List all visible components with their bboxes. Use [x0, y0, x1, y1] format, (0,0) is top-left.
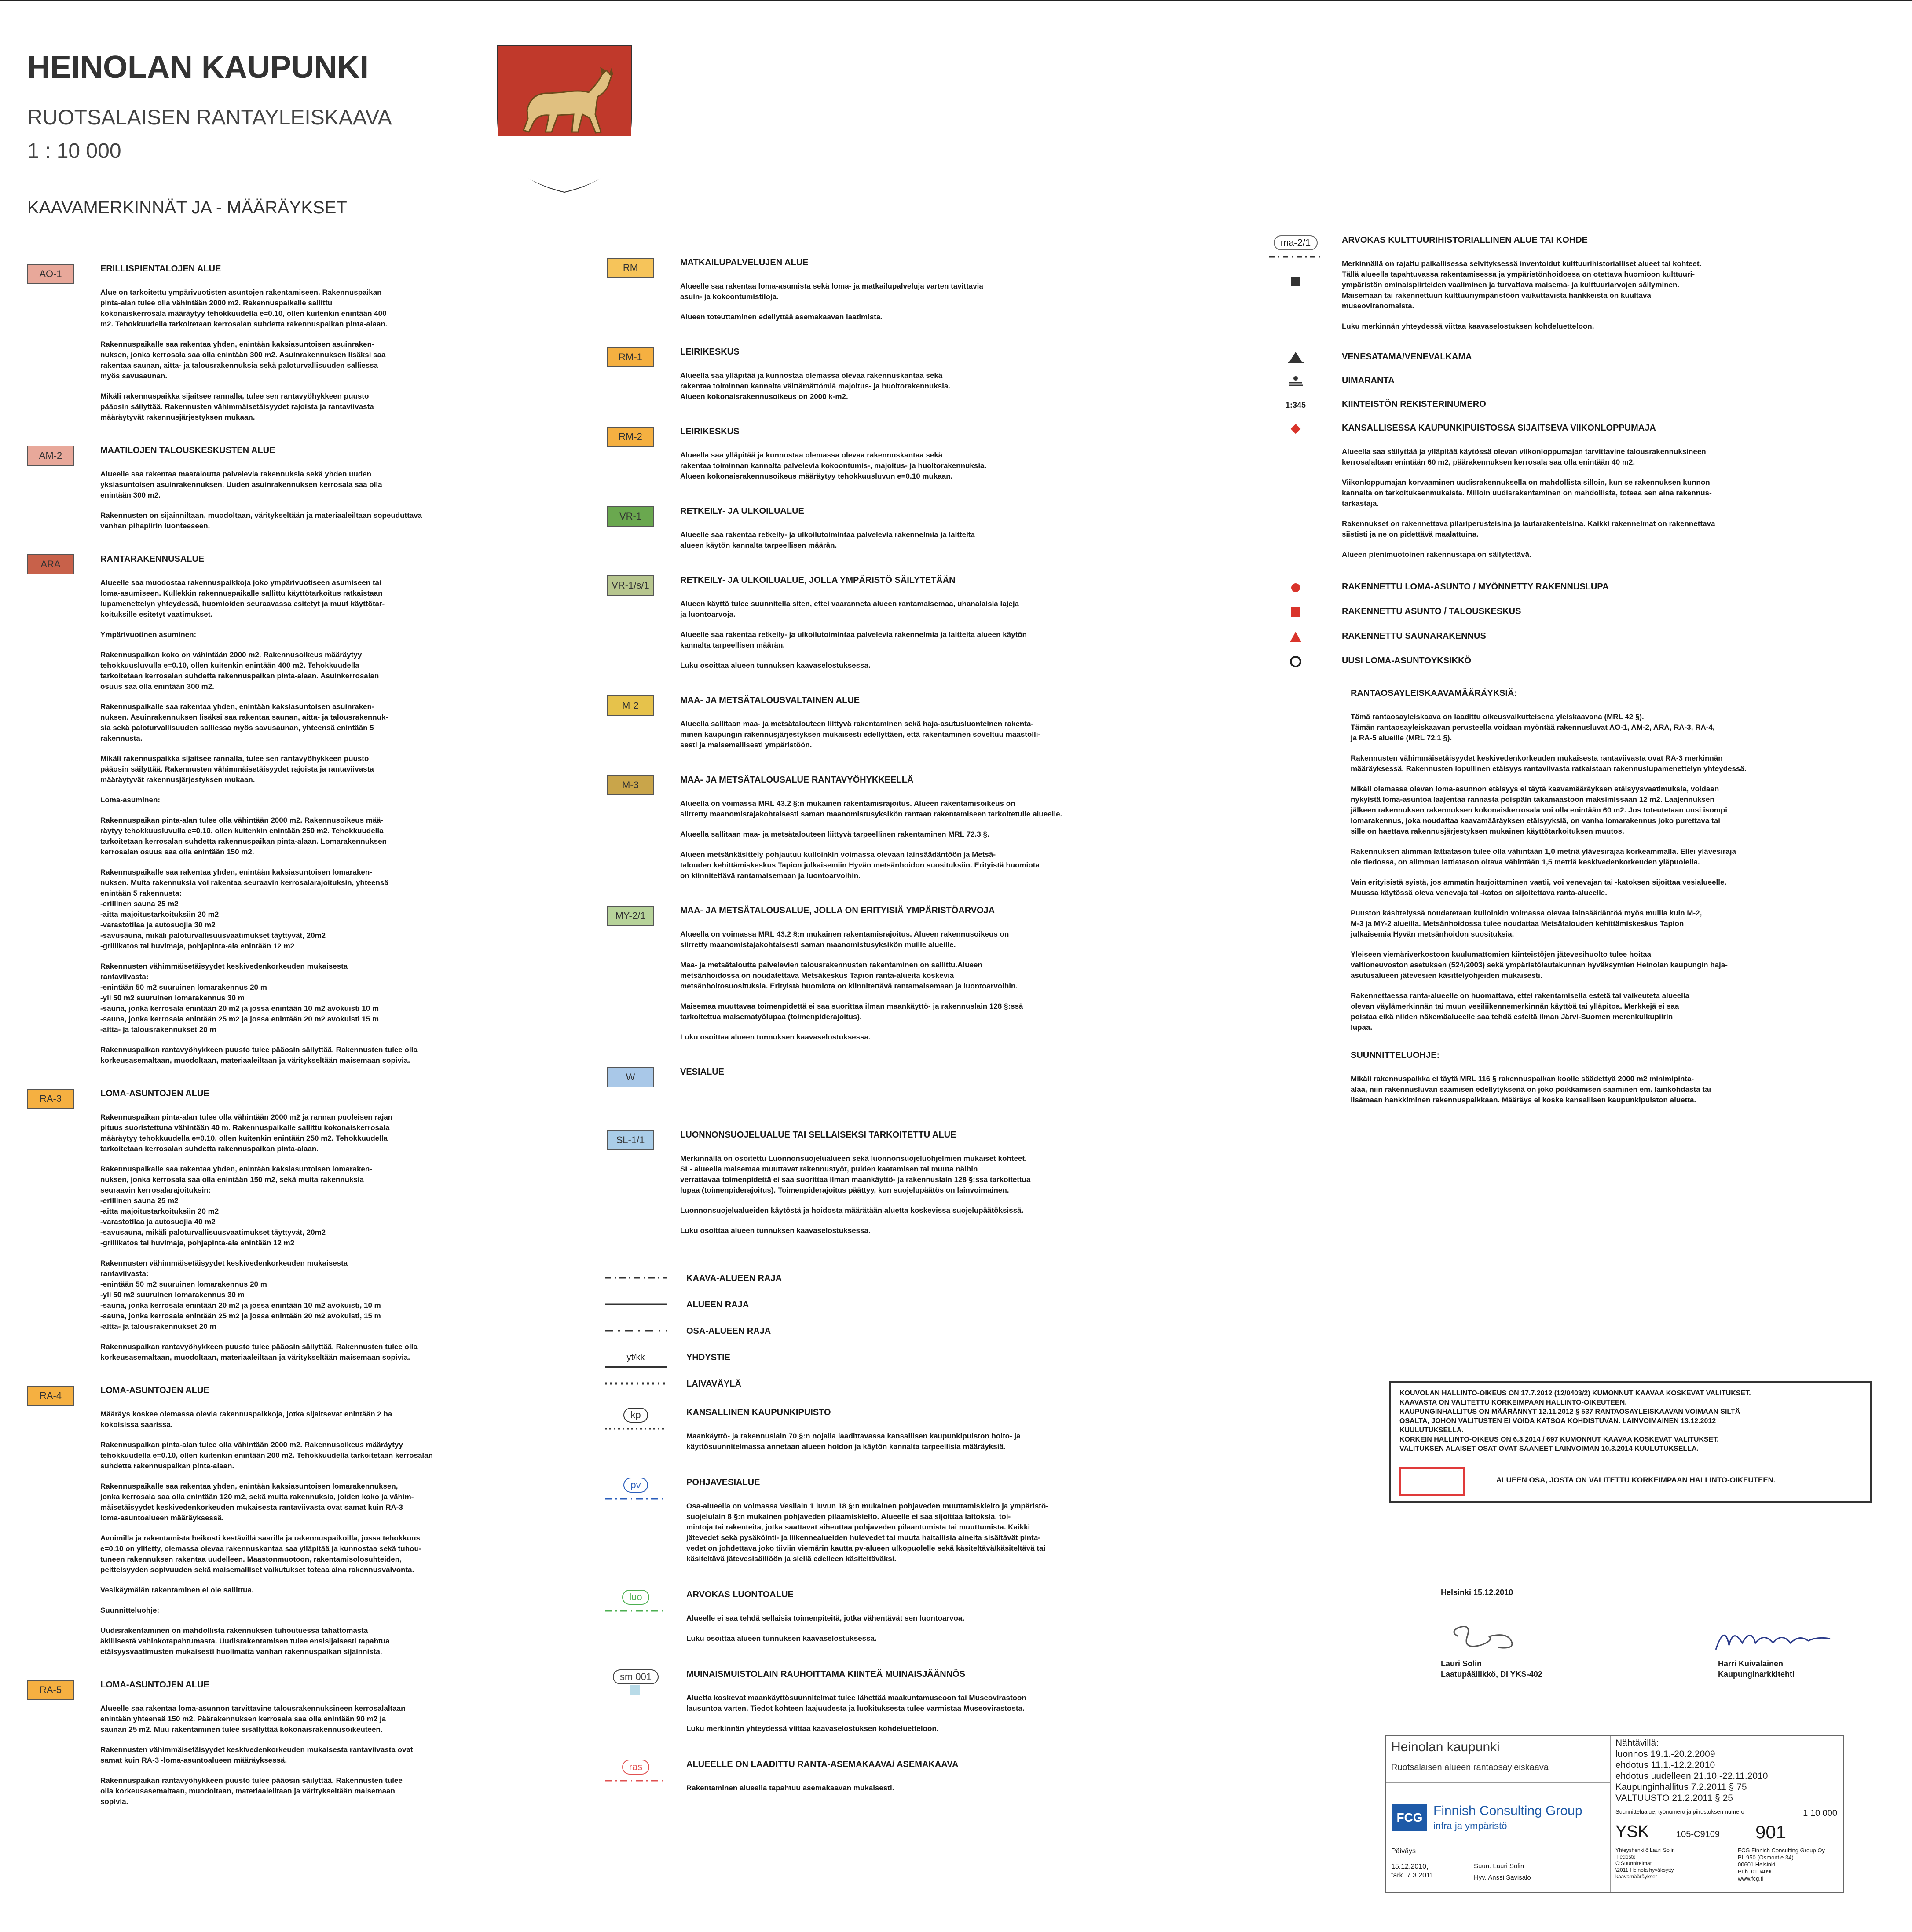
- red-dot-icon: [1291, 583, 1300, 592]
- col2-entry: [607, 1067, 1131, 1090]
- zone-paragraph: Maa- ja metsätaloutta palvelevien talousrakennusten rakentaminen on sallittu.Alueen metsänhoidossa on noudatettava Metsäkeskus Tapion ranta-alueita koskevia metsänhoitosuosituksia. Erityistä huomiota on kiinnitettävä rantamaisemaan ja luontoarvoihin.: [680, 961, 1018, 990]
- title-block: [1385, 1735, 1844, 1893]
- sig2-name: Harri Kuivalainen: [1718, 1659, 1784, 1668]
- plan-scale: 1 : 10 000: [27, 139, 121, 163]
- zone-paragraph: Rakennuspaikalle saa rakentaa yhden, enintään kaksiasuntoisen asuinraken- nuksen. Asuinrakennuksen lisäksi saa rakentaa saunan, aitta- ja talousrakennuk- sia sekä paloturvallisuuden salliessa myös savusaunan, yhteensä enintään 5 rakennusta.: [100, 703, 388, 743]
- symbol-line-icon: [603, 1775, 669, 1786]
- col1-entry: [27, 554, 582, 1076]
- zone-paragraph: Rakennuspaikan koko on vähintään 2000 m2. Rakennusoikeus määräytyy tehokkuusluvulla e=0.10, ollen kuitenkin enintään 400 m2. Tehokkuudella tarkoitetaan kerrosalan suhdetta rakennuspaikan pinta-alaan. Asuinkerrosalan osuus saa olla enintään 300 m2.: [100, 651, 379, 691]
- zone-paragraph: Rakennuspaikan pinta-alan tulee olla vähintään 2000 m2 ja rannan puoleisen rajan pituus suoristettuna vähintään 40 m. Rakennuspaikalle sallittu kokonaiskerrosala määräytyy tehokkuudella e=0.10, ollen kuitenkin enintään 250 m2. Tehokkuudella tarkoitetaan kerrosalan suhdetta rakennuspaikan pinta-alaan.: [100, 1113, 393, 1153]
- general-title: RANTAOSAYLEISKAAVAMÄÄRÄYKSIÄ:: [1351, 688, 1517, 698]
- zone-paragraph: Alueen käyttö tulee suunnitella siten, ettei vaaranneta alueen rantamaisemaa, uhanalaisia lajeja ja luontoarvoja.: [680, 600, 1019, 618]
- zone-paragraph: Rakennuspaikan rantavyöhykkeen puusto tulee pääosin säilyttää. Rakennusten tulee olla korkeusasemaltaan, muodoltaan, materiaaleiltaan ja väritykseltään maisemaan sopivia.: [100, 1343, 418, 1361]
- line-legend-row: [603, 1379, 1131, 1405]
- zone-title: LOMA-ASUNTOJEN ALUE: [100, 1386, 209, 1395]
- zone-paragraph: Rakennuspaikan rantavyöhykkeen puusto tulee pääosin säilyttää. Rakennusten tulee olla korkeusasemaltaan, muodoltaan, materiaaleiltaan ja väritykseltään maisemaan sopivia.: [100, 1776, 403, 1806]
- col2-entry: [607, 906, 1131, 1052]
- guide-para: Mikäli rakennuspaikka ei täytä MRL 116 § rakennuspaikan koolle säädettyä 2000 m2 minimipinta- alaa, niin rakennusluvan saamisen edellytyksenä on joko poikkamisen saaminen em. lainkohdasta tai lisämaan hankkiminen rakennuspaikkaan. Määräys ei koske kansallisen kaupunkipuiston aluetta.: [1351, 1075, 1711, 1104]
- cottage-para: Viikonloppumajan korvaaminen uudisrakennuksella on mahdollista silloin, kun se rakennuksen kunnon kannalta on tarkoituksenmukaista. Milloin uudisrakentaminen on mahdollista, toteaa sen aina rakennus- tarkastaja.: [1342, 478, 1712, 508]
- zone-code-badge: AM-2: [27, 446, 74, 466]
- zone-paragraph: Alueella sallitaan maa- ja metsätalouteen liittyvä rakentaminen sekä haja-asutusluonteinen rakenta- minen kaupungin rakennusjärjestyksen mukaisesti edellyttäen, että rakentaminen soveltuu maastolli- sesti ja maisemallisesti ympäristöön.: [680, 720, 1041, 749]
- zone-paragraph: Alueella on voimassa MRL 43.2 §:n mukainen rakentamisrajoitus. Alueen rakennusoikeus on siirretty maanomistajakohtaisesti saman maanomistusyksikön muille alueille.: [680, 930, 1009, 949]
- zone-paragraph: Rakennuspaikan pinta-alan tulee olla vähintään 2000 m2. Rakennusoikeus määräytyy tehokkuudella e=0.10, ollen kuitenkin enintään 200 m2. Tehokkuudella tarkoitetaan kerrosalan suhdetta rakennuspaikan pinta-alaan.: [100, 1441, 433, 1470]
- tb-work-no: 105-C9109: [1676, 1830, 1720, 1839]
- symbol-code-badge: sm 001: [613, 1669, 659, 1684]
- zone-paragraph: Alueelle saa muodostaa rakennuspaikkoja joko ympärivuotiseen asumiseen tai loma-asumiseen. Kullekkin rakennuspaikalle sallittu käyttötarkoitus ratkaistaan lupamenettelyn yhteydessä, huomioiden seuraavassa esitetyt ja muut käyttötar- koituksille esitetyt vaatimukset.: [100, 578, 385, 618]
- parcel-code: 1:345: [1285, 400, 1306, 410]
- plan-subtitle: RUOTSALAISEN RANTAYLEISKAAVA: [27, 106, 392, 129]
- zone-code-badge: AO-1: [27, 264, 74, 284]
- tb-plan: Ruotsalaisen alueen rantaosayleiskaava: [1391, 1763, 1549, 1772]
- zone-title: RETKEILY- JA ULKOILUALUE: [680, 506, 804, 516]
- zone-title: VESIALUE: [680, 1067, 725, 1077]
- line-legend: [603, 1273, 1131, 1405]
- signature-solin-icon: [1445, 1619, 1542, 1658]
- ma-code-badge: ma-2/1: [1274, 235, 1318, 250]
- zone-paragraph: Alueelle saa rakentaa retkeily- ja ulkoilutoimintaa palvelevia rakennelmia ja laitteita alueen käytön kannalta tarpeellisen määrän.: [680, 531, 975, 549]
- zone-title: MAA- JA METSÄTALOUSVALTAINEN ALUE: [680, 695, 860, 705]
- beach-label: UIMARANTA: [1342, 376, 1395, 385]
- col2-entry: [607, 575, 1131, 681]
- tb-company-sub: infra ja ympäristö: [1433, 1820, 1507, 1831]
- symbol-paragraph: Osa-alueella on voimassa Vesilain 1 luvun 18 §:n mukainen pohjaveden muuttamiskielto ja ympäristö- suojelulain 8 §:n mukainen pohjaveden pilaamiskielto. Alueelle ei saa sijoittaa laitoksia, toi- mintoja tai rakenteita, jotka saattavat aiheuttaa pohjaveden pilaantumista tai muuttumista. Kaikki jätevedet sekä pysäköinti- ja liikennealueiden hulevedet tai muuta haitallisia aineita sisältävät pinta- vedet on johdettava joko tiiviin viemärin kautta pv-alueen ulkopuolelle sekä käsiteltävä/käsiteltävä tai käsiteltävä jätevesisäiliöön ja siellä edelleen käsiteltäväksi.: [686, 1502, 1048, 1563]
- zone-paragraph: Maisemaa muuttavaa toimenpidettä ei saa suorittaa ilman maankäyttö- ja rakennuslain 128 §:ssä tarkoitettua maisematyölupaa (toimenpiderajoitus).: [680, 1002, 1023, 1021]
- general-para: Puuston käsittelyssä noudatetaan kulloinkin voimassa olevaa lainsäädäntöä myös muilla kuin M-2, M-3 ja MY-2 alueilla. Metsänhoidossa tulee noudattaa Metsätalouden kehittämiskeskus Tapion julkaisemia Hyvän metsänhoidon suosituksia.: [1351, 909, 1702, 938]
- zone-title: LOMA-ASUNTOJEN ALUE: [100, 1680, 209, 1690]
- tb-paivays-label: Päiväys: [1391, 1848, 1416, 1855]
- symbol-paragraph: Luku merkinnän yhteydessä viittaa kaavaselostuksen kohdeluetteloon.: [686, 1724, 939, 1733]
- zone-paragraph: Luku osoittaa alueen tunnuksen kaavaselostuksessa.: [680, 1226, 871, 1235]
- zone-paragraph: Vesikäymälän rakentaminen ei ole sallittua.: [100, 1586, 254, 1594]
- zone-paragraph: Alueella on voimassa MRL 43.2 §:n mukainen rakentamisrajoitus. Alueen rakentamisoikeus on siirretty maanomistajakohtaisesti saman maanomistusyksikön rantaan rakentamiseen tarkoitetulle alueelle.: [680, 799, 1062, 818]
- zone-paragraph: Suunnitteluohje:: [100, 1606, 160, 1614]
- appeal-legend: ALUEEN OSA, JOSTA ON VALITETTU KORKEIMPAAN HALLINTO-OIKEUTEEN.: [1496, 1476, 1776, 1484]
- cottage-para: Alueen pienimuotoinen rakennustapa on säilytettävä.: [1342, 550, 1531, 559]
- zone-title: LEIRIKESKUS: [680, 347, 740, 357]
- col2-entry: [607, 775, 1131, 891]
- signature-kuivalainen-icon: [1711, 1619, 1835, 1658]
- column-2: [607, 258, 1131, 1261]
- zone-title: LUONNONSUOJELUALUE TAI SELLAISEKSI TARKOITETTU ALUE: [680, 1130, 956, 1140]
- tb-contact: Yhteyshenkilö Lauri Solin Tiedosto C:Suunnitelmat \2011 Heinola hyväksytty kaavamääräykset: [1615, 1847, 1675, 1880]
- built1-label: RAKENNETTU LOMA-ASUNTO / MYÖNNETTY RAKENNUSLUPA: [1342, 582, 1609, 592]
- symbol-title: KANSALLINEN KAUPUNKIPUISTO: [686, 1408, 831, 1417]
- symbol-paragraph: Rakentaminen alueella tapahtuu asemakaavan mukaisesti.: [686, 1784, 894, 1792]
- zone-paragraph: Alueen toteuttaminen edellyttää asemakaavan laatimista.: [680, 313, 883, 321]
- line-legend-row: [603, 1326, 1131, 1353]
- boat-label: VENESATAMA/VENEVALKAMA: [1342, 352, 1472, 362]
- zone-code-badge: VR-1: [607, 506, 654, 527]
- col1-entry: [27, 264, 582, 432]
- fcg-logo-icon: FCG: [1392, 1804, 1427, 1831]
- tb-ysk: YSK: [1615, 1822, 1649, 1841]
- zone-code-badge: VR-1/s/1: [607, 575, 654, 596]
- general-para: Rakennettaessa ranta-alueelle on huomattava, ettei rakentamisella estetä tai vaikeuteta alueella olevan väylämerkinnän tai muun vesiliikennemerkinnän käyttöä tai ylläpitoa. Merkkejä ei saa poistaa eikä niiden näkemäalueelle saa tehdä esteitä ilman Järvi-Suomen merenkulkupiirin lupaa.: [1351, 992, 1690, 1032]
- zone-paragraph: Alueelle saa rakentaa retkeily- ja ulkoilutoimintaa palvelevia rakennelmia ja laitteita alueen käytön kannalta tarpeellisen määrän.: [680, 630, 1027, 649]
- zone-paragraph: Alueelle saa rakentaa loma-asunnon tarvittavine talousrakennuksineen kerrosalaltaan enintään yhteensä 150 m2. Päärakennuksen kerrosala saa olla enintään 90 m2 ja saunan 25 m2. Muu rakentaminen tulee sisällyttää kokonaisrakennusoikeuteen.: [100, 1704, 406, 1734]
- symbol-legend-row: [603, 1478, 1131, 1574]
- zone-code-badge: SL-1/1: [607, 1130, 654, 1150]
- ma-para: Merkinnällä on rajattu paikallisessa selvityksessä inventoidut kulttuurihistorialliset alueet tai kohteet. Tällä alueella tapahtuvassa rakentamisessa ja ympäristönhoidossa on otettava huomioon kulttuuri- ympäristön ominaispiirteiden vaaliminen ja turvattava maisema- ja kulttuuriarvojen säilyminen. Maisemaan tai rakennettuun kulttuuriympäristöön vaikuttavista hankkeista on kuultava museoviranomaista.: [1342, 260, 1702, 310]
- place-date: Helsinki 15.12.2010: [1441, 1588, 1513, 1597]
- built3-label: RAKENNETTU SAUNARAKENNUS: [1342, 631, 1486, 641]
- cottage-para: Rakennukset on rakennettava pilariperusteisina ja lautarakenteisina. Kaikki rakennelmat on rakennettava siististi ja ne on pidettävä maalattuina.: [1342, 520, 1715, 538]
- col2-entry: [607, 347, 1131, 412]
- zone-title: MAA- JA METSÄTALOUSALUE RANTAVYÖHYKKEELLÄ: [680, 775, 914, 785]
- line-legend-label: LAIVAVÄYLÄ: [686, 1379, 741, 1389]
- zone-paragraph: Rakennuspaikan rantavyöhykkeen puusto tulee pääosin säilyttää. Rakennusten tulee olla korkeusasemaltaan, muodoltaan, materiaaleiltaan ja väritykseltään maisemaan sopivia.: [100, 1046, 418, 1065]
- zone-code-badge: RM-2: [607, 427, 654, 447]
- zone-title: MAA- JA METSÄTALOUSALUE, JOLLA ON ERITYISIÄ YMPÄRISTÖARVOJA: [680, 906, 995, 915]
- zone-paragraph: Mikäli rakennuspaikka sijaitsee rannalla, tulee sen rantavyöhykkeen puusto pääosin säilyttää. Rakennusten vähimmäisetäisyydet rajoista ja rantaviivasta määräytyvät rakennusjärjestyksen mukaan.: [100, 392, 374, 421]
- zone-title: RETKEILY- JA ULKOILUALUE, JOLLA YMPÄRISTÖ SÄILYTETÄÄN: [680, 575, 956, 585]
- symbol-paragraph: Alueelle ei saa tehdä sellaisia toimenpiteitä, jotka vähentävät sen luontoarvoa.: [686, 1614, 965, 1622]
- zone-code-badge: RA-5: [27, 1680, 74, 1700]
- symbol-code-badge: luo: [622, 1590, 649, 1605]
- diamond-marker-icon: [1291, 424, 1301, 434]
- zone-paragraph: Rakennuspaikan pinta-alan tulee olla vähintään 2000 m2. Rakennusoikeus mää- räytyy tehokkuusluvulla e=0.10, ollen kuitenkin enintään 250 m2. Tehokkuudella tarkoitetaan kerrosalan suhdetta rakennuspaikan pinta-alaan. Lomarakennuksen kerrosalan osuus saa olla enintään 150 m2.: [100, 816, 387, 856]
- zone-paragraph: Loma-asuminen:: [100, 796, 161, 804]
- zone-paragraph: Alueelle saa rakentaa loma-asumista sekä loma- ja matkailupalveluja varten tavittavia asuin- ja kokoontumistiloja.: [680, 282, 983, 301]
- symbol-title: POHJAVESIALUE: [686, 1478, 760, 1487]
- line-legend-label: YHDYSTIE: [686, 1353, 731, 1362]
- zone-code-badge: RA-3: [27, 1089, 74, 1109]
- symbol-title: ALUEELLE ON LAADITTU RANTA-ASEMAKAAVA/ ASEMAKAAVA: [686, 1760, 959, 1769]
- zone-paragraph: Alueella saa ylläpitää ja kunnostaa olemassa olevaa rakennuskantaa sekä rakentaa toiminnan kannalta välttämättömiä majoitus- ja huoltorakennuksia. Alueen kokonaisrakennusoikeus on 2000 k-m2.: [680, 371, 951, 401]
- zone-paragraph: Rakennusten on sijainniltaan, muodoltaan, väritykseltään ja materiaaleiltaan sopeuduttava vanhan pihapiirin luonteeseen.: [100, 511, 422, 530]
- general-para: Mikäli olemassa olevan loma-asunnon etäisyys ei täytä kaavamääräyksen etäisyysvaatimuksia, voidaan nykyistä loma-asuntoa laajentaa rannasta poispäin takamaastoon maksimissaan 12 m2. Laajennuksen jälkeen rakennuksen rakennuksen kokonaiskerrosala voi olla enintään 60 m2. Jos toteutetaan uusi isompi lomarakennus, joka noudattaa kaavamääräyksen etäisyyksiä, on vanha lomarakennus joko purettava tai sille on haettava rakennusjärjestyksen mukainen käyttötarkoituksen muutos.: [1351, 785, 1727, 835]
- tb-paivays: 15.12.2010, tark. 7.3.2011: [1391, 1863, 1434, 1879]
- symbol-code-badge: ras: [622, 1760, 650, 1775]
- ma-para: Luku merkinnän yhteydessä viittaa kaavaselostuksen kohdeluetteloon.: [1342, 322, 1594, 330]
- zone-paragraph: Alueen metsänkäsittely pohjautuu kulloinkin voimassa olevaan lainsäädäntöön ja Metsä- talouden kehittämiskeskus Tapion julkaisemiin Hyvän metsänhoidon suosituksiin. Erityistä huomiota on kiinnitettävä rantamaisemaan ja luontoarvoihin.: [680, 850, 1040, 880]
- column-3: [1267, 235, 1857, 1115]
- zone-title: MATKAILUPALVELUJEN ALUE: [680, 258, 809, 267]
- sig1-name: Lauri Solin: [1441, 1659, 1482, 1668]
- general-para: Rakennusten vähimmäisetäisyydet keskivedenkorkeuden mukaisesta rantaviivasta ovat RA-3 merkinnän määräyksessä. Rakennusten lopullinen etäisyys rantaviivasta ratkaistaan rakennuslupamenettelyn yhteydessä.: [1351, 754, 1747, 773]
- signature-1: [1441, 1658, 1542, 1680]
- symbol-code-badge: pv: [623, 1478, 648, 1493]
- symbol-paragraph: Aluetta koskevat maankäyttösuunnitelmat tulee lähettää maakuntamuseoon tai Museovirastoon lausuntoa varten. Tiedot kohteen laajuudesta ja luokituksesta tulee varmistaa Museovirastosta.: [686, 1694, 1026, 1712]
- general-para: Yleiseen viemäriverkostoon kuulumattomien kiinteistöjen jätevesihuolto tulee hoitaa valtioneuvoston asetuksen (524/2003) sekä ympäristölautakunnan hyväksymien Heinolan kaupungin haja- asutusalueen jätevesien käsittelyohjeiden mukaisesti.: [1351, 950, 1728, 980]
- tb-address: FCG Finnish Consulting Group Oy PL 950 (Osmontie 34) 00601 Helsinki Puh. 0104090 www.fcg.fi: [1738, 1847, 1825, 1882]
- zone-paragraph: Avoimilla ja rakentamista heikosti kestävillä saarilla ja rakennuspaikoilla, jossa tehokkuus e=0.10 on ylitetty, olemassa olevaa rakennuskantaa saa ylläpitää ja kunnostaa sekä tuhou- tuneen rakennuksen rakentaa uudelleen. Maastonmuotoon, rakentamisolosuhteiden, peitteisyyden sopivuuden sekä maisemalliset vaikutukset toteaa aina rakennusvalvonta.: [100, 1534, 421, 1574]
- built4-label: UUSI LOMA-ASUNTOYKSIKKÖ: [1342, 656, 1472, 666]
- red-square-icon: [1291, 607, 1300, 617]
- zone-paragraph: Rakennusten vähimmäisetäisyydet keskivedenkorkeuden mukaisesta rantaviivasta: -enintään 50 m2 suuruinen lomarakennus 20 m -yli 50 m2 suuruinen lomarakennus 30 m -sauna, jonka kerrosala enintään 20 m2 ja jossa enintään 10 m2 avokuisti, 10 m -sauna, jonka kerrosala enintään 25 m2 ja jossa enintään 20 m2 avokuisti, 15 m -aitta- ja talousrakennukset 20 m: [100, 1259, 381, 1331]
- ma-title: ARVOKAS KULTTUURIHISTORIALLINEN ALUE TAI KOHDE: [1342, 235, 1588, 245]
- tb-dates: luonnos 19.1.-20.2.2009 ehdotus 11.1.-12.2.2010 ehdotus uudelleen 21.10.-22.11.2010 Kaupunginhallitus 7.2.2011 § 75 VALTUUSTO 21.2.2011 § 25: [1615, 1749, 1768, 1803]
- symbol-line-icon: [603, 1605, 669, 1616]
- symbol-legend: [603, 1408, 1131, 1819]
- page-title: HEINOLAN KAUPUNKI: [27, 50, 369, 85]
- zone-title: ERILLISPIENTALOJEN ALUE: [100, 264, 221, 274]
- built2-label: RAKENNETTU ASUNTO / TALOUSKESKUS: [1342, 607, 1521, 616]
- general-para: Tämä rantaosayleiskaava on laadittu oikeusvaikutteisena yleiskaavana (MRL 42 §). Tämän rantaosayleiskaavan perusteella voidaan myöntää rakennusluvat AO-1, AM-2, ARA, RA-3, RA-4, ja RA-5 alueille (MRL 72.1 §).: [1351, 713, 1715, 742]
- tb-city: Heinolan kaupunki: [1391, 1740, 1500, 1754]
- zone-code-badge: MY-2/1: [607, 906, 654, 926]
- line-legend-row: [603, 1353, 1131, 1379]
- zone-paragraph: Alueella sallitaan maa- ja metsätalouteen liittyvä tarpeellinen rakentaminen MRL 72.3 §.: [680, 830, 989, 838]
- zone-paragraph: Rakennuspaikalle saa rakentaa yhden, enintään kaksiasuntoisen lomaraken- nuksen, jonka kerrosala saa olla enintään 150 m2, sekä muita rakennuksia seuraavin kerrosalarajoituksin: -erillinen sauna 25 m2 -aitta majoitustarkoituksiin 20 m2 -varastotilaa ja autosuojia 40 m2 -savusauna, mikäli paloturvallisuusvaatimukset täyttyvät, 20m2 -grillikatos tai huvimaja, pohjapinta-ala enintään 12 m2: [100, 1165, 372, 1247]
- square-marker-icon: [1291, 277, 1300, 286]
- section-heading: KAAVAMERKINNÄT JA - MÄÄRÄYKSET: [27, 198, 347, 217]
- zone-code-badge: RA-4: [27, 1386, 74, 1406]
- zone-paragraph: Luonnonsuojelualueiden käytöstä ja hoidosta määrätään aluetta koskevissa suojelupäätöksissä.: [680, 1206, 1024, 1215]
- col2-entry: [607, 695, 1131, 760]
- zone-paragraph: Alueelle saa rakentaa maataloutta palvelevia rakennuksia sekä yhden uuden yksiasuntoisen asuinrakennuksen. Uuden asuinrakennuksen kerrosala saa olla enintään 300 m2.: [100, 470, 382, 499]
- col1-entry: [27, 1089, 582, 1372]
- zone-paragraph: Rakennusten vähimmäisetäisyydet keskivedenkorkeuden mukaisesta rantaviivasta: -enintään 50 m2 suuruinen lomarakennus 20 m -yli 50 m2 suuruinen lomarakennus 30 m -sauna, jonka kerrosala enintään 20 m2 ja jossa enintään 10 m2 avokuisti 10 m -sauna, jonka kerrosala enintään 25 m2 ja jossa enintään 20 m2 avokuisti 15 m -aitta- ja talousrakennukset 20 m: [100, 962, 379, 1034]
- line-style-icon: [603, 1363, 669, 1372]
- line-legend-row: [603, 1300, 1131, 1326]
- cottage-para: Alueella saa säilyttää ja ylläpitää käytössä olevan viikonloppumajan tarvittavine talousrakennuksineen kerrosalaltaan enintään 60 m2, päärakennuksen kerrosala saa olla enintään 40 m2.: [1342, 447, 1706, 466]
- road-code: yt/kk: [626, 1353, 645, 1362]
- guide-title: SUUNNITTELUOHJE:: [1351, 1050, 1440, 1060]
- zone-paragraph: Rakennuspaikalle saa rakentaa yhden, enintään kaksiasuntoisen asuinraken- nuksen, jonka kerrosala saa olla enintään 300 m2. Asuinrakennuksen lisäksi saa rakentaa saunan, aitta- ja talousrakennuksia sekä paloturvallisuuden salliessa myös savusaunan.: [100, 340, 386, 380]
- zone-paragraph: Määräys koskee olemassa olevia rakennuspaikkoja, jotka sijaitsevat enintään 2 ha kokoisissa saarissa.: [100, 1410, 392, 1429]
- zone-paragraph: Rakennusten vähimmäisetäisyydet keskivedenkorkeuden mukaisesta rantaviivasta ovat samat kuin RA-3 -loma-asuntoalueen määräyksessä.: [100, 1745, 413, 1764]
- line-style-icon: [603, 1300, 669, 1309]
- general-para: Rakennuksen alimman lattiatason tulee olla vähintään 1,0 metriä ylävesirajaa korkeammalla. Ellei ylävesiraja ole tiedossa, on alimman lattiatason oltava vähintään 1,5 metriä keskivedenkorkeuden yläpuolella.: [1351, 847, 1736, 866]
- line-legend-label: KAAVA-ALUEEN RAJA: [686, 1273, 782, 1283]
- line-legend-row: [603, 1273, 1131, 1300]
- red-triangle-icon: [1289, 631, 1302, 643]
- zone-paragraph: Mikäli rakennuspaikka sijaitsee rannalla, tulee sen rantavyöhykkeen puusto pääosin säilyttää. Rakennusten vähimmäisetäisyydet rajoista ja rantaviivasta määräytyvät rakennusjärjestyksen mukaan.: [100, 754, 374, 784]
- court-notice-box: [1389, 1381, 1872, 1503]
- tb-scale: 1:10 000: [1803, 1808, 1837, 1818]
- coat-of-arms-icon: [496, 44, 633, 194]
- symbol-legend-row: [603, 1760, 1131, 1803]
- beach-icon: [1287, 375, 1304, 388]
- zone-code-badge: RM: [607, 258, 654, 278]
- zone-code-badge: M-2: [607, 695, 654, 716]
- tb-small-label: Suunnittelualue, työnumero ja piirustuksen numero: [1615, 1808, 1744, 1815]
- zone-paragraph: Luku osoittaa alueen tunnuksen kaavaselostuksessa.: [680, 1033, 871, 1041]
- column-1: [27, 264, 582, 1830]
- col2-entry: [607, 1130, 1131, 1246]
- signature-2: [1718, 1658, 1795, 1680]
- tb-company: Finnish Consulting Group: [1433, 1804, 1582, 1818]
- zone-code-badge: RM-1: [607, 347, 654, 367]
- tb-hyv: Hyv. Anssi Savisalo: [1474, 1874, 1531, 1881]
- zone-title: LEIRIKESKUS: [680, 427, 740, 436]
- dashed-boundary-icon: [1269, 250, 1322, 263]
- zone-title: LOMA-ASUNTOJEN ALUE: [100, 1089, 209, 1098]
- symbol-paragraph: Luku osoittaa alueen tunnuksen kaavaselostuksessa.: [686, 1634, 877, 1643]
- open-circle-icon: [1290, 656, 1301, 667]
- line-style-icon: [603, 1379, 669, 1388]
- appeal-area-swatch: [1399, 1467, 1465, 1496]
- zone-code-badge: ARA: [27, 554, 74, 574]
- col2-entry: [607, 427, 1131, 491]
- symbol-legend-row: [603, 1669, 1131, 1744]
- symbol-legend-row: [603, 1408, 1131, 1462]
- top-border: [0, 0, 1912, 1]
- parcel-label: KIINTEISTÖN REKISTERINUMERO: [1342, 399, 1486, 409]
- col1-entry: [27, 1680, 582, 1817]
- symbol-title: MUINAISMUISTOLAIN RAUHOITTAMA KIINTEÄ MUINAISJÄÄNNÖS: [686, 1669, 966, 1679]
- tb-suun: Suun. Lauri Solin: [1474, 1862, 1524, 1870]
- zone-code-badge: M-3: [607, 775, 654, 795]
- tb-nahtavilla-label: Nähtävillä:: [1615, 1738, 1659, 1748]
- zone-paragraph: Rakennuspaikalle saa rakentaa yhden, enintään kaksiasuntoisen lomaraken- nuksen. Muita rakennuksia voi rakentaa seuraavin kerrosalarajoituksin, yhteensä enintään 5 rakennusta: -erillinen sauna 25 m2 -aitta majoitustarkoituksiin 20 m2 -varastotilaa ja autosuojia 30 m2 -savusauna, mikäli paloturvallisuusvaatimukset täyttyvät, 20m2 -grillikatos tai huvimaja, pohjapinta-ala enintään 12 m2: [100, 868, 388, 950]
- zone-title: MAATILOJEN TALOUSKESKUSTEN ALUE: [100, 446, 275, 455]
- symbol-legend-row: [603, 1590, 1131, 1654]
- col1-entry: [27, 1386, 582, 1667]
- cottage-title: KANSALLISESSA KAUPUNKIPUISTOSSA SIJAITSEVA VIIKONLOPPUMAJA: [1342, 423, 1656, 433]
- general-para: Vain erityisistä syistä, jos ammatin harjoittaminen vaatii, voi venevajan tai -katoksen sijoittaa vesialueelle. Muussa käytössä oleva venevaja tai -katos on sijoitettava ranta-alueelle.: [1351, 878, 1727, 897]
- symbol-paragraph: Maankäyttö- ja rakennuslain 70 §:n nojalla laadittavassa kansallisen kaupunkipuiston hoito- ja käyttösuunnitelmassa annetaan alueen hoidon ja käytön kannalta tarpeellisia määräyksiä.: [686, 1432, 1021, 1451]
- sig2-title: Kaupunginarkkitehti: [1718, 1670, 1795, 1679]
- court-notice-text: KOUVOLAN HALLINTO-OIKEUS ON 17.7.2012 (12/0403/2) KUMONNUT KAAVAA KOSKEVAT VALITUKSET. KAAVASTA ON VALITETTU KORKEIMPAAN HALLINTO-OIKEUTEEN. KAUPUNGINHALLITUS ON MÄÄRÄNNYT 12.11.2012 § 537 RANTAOSAYLEISKAAVAN VOIMAAN SILTÄ OSALTA, JOHON VALITUSTEN EI VOIDA KATSOA KOHDISTUVAN. LAINVOIMAINEN 13.12.2012 KUULUTUKSELLA. KORKEIN HALLINTO-OIKEUS ON 6.3.2014 / 697 KUMONNUT KAAVAA KOSKEVAT VALITUKSET. VALITUKSEN ALAISET OSAT OVAT SAANEET LAINVOIMAN 10.3.2014 KUULUTUKSELLA.: [1399, 1390, 1751, 1453]
- boat-harbour-icon: [1287, 351, 1304, 364]
- zone-title: RANTARAKENNUSALUE: [100, 554, 205, 564]
- tb-sheet: 901: [1755, 1822, 1787, 1842]
- sig1-title: Laatupäällikkö, DI YKS-402: [1441, 1670, 1542, 1679]
- symbol-line-icon: [603, 1684, 669, 1696]
- symbol-title: ARVOKAS LUONTOALUE: [686, 1590, 794, 1599]
- zone-paragraph: Ympärivuotinen asuminen:: [100, 630, 197, 639]
- zone-paragraph: Rakennuspaikalle saa rakentaa yhden, enintään kaksiasuntoisen lomarakennuksen, jonka kerrosala saa olla enintään 120 m2, sekä muita rakennuksia, joiden koko ja vähim- mäisetäisyydet keskivedenkorkeuden mukaisesta rantaviivasta ovat samat kuin RA-3 loma-asuntoalueen määräyksessä.: [100, 1482, 414, 1522]
- col2-entry: [607, 506, 1131, 560]
- line-style-icon: [603, 1273, 669, 1282]
- line-legend-label: OSA-ALUEEN RAJA: [686, 1326, 771, 1336]
- symbol-code-badge: kp: [623, 1408, 648, 1423]
- symbol-line-icon: [603, 1493, 669, 1504]
- col1-entry: [27, 446, 582, 541]
- zone-paragraph: Merkinnällä on osoitettu Luonnonsuojelualueen sekä luonnonsuojeluohjelmien mukaiset kohteet. SL- alueella maisemaa muuttavat rakennustyöt, puiden kaatamisen tai muuta näihin verrattavaa toimenpidettä ei saa suorittaa ilman maankäyttö- ja rakennuslain 128 §:ssa tarkoitettua lupaa (toimenpiderajoitus). Toimenpiderajoitus päättyy, kun suojelupäätös on lainvoimainen.: [680, 1154, 1031, 1194]
- col2-entry: [607, 258, 1131, 332]
- zone-paragraph: Luku osoittaa alueen tunnuksen kaavaselostuksessa.: [680, 661, 871, 670]
- zone-code-badge: W: [607, 1067, 654, 1087]
- zone-paragraph: Alue on tarkoitettu ympärivuotisten asuntojen rakentamiseen. Rakennuspaikan pinta-alan tulee olla vähintään 2000 m2. Rakennuspaikalle sallittu kokonaiskerrosala määräytyy tehokkuudella e=0.10, ollen kuitenkin enintään 400 m2. Tehokkuudella tarkoitetaan kerrosalan suhdetta rakennuspaikan pinta-alaan.: [100, 288, 388, 328]
- line-style-icon: [603, 1326, 669, 1335]
- zone-paragraph: Alueella saa ylläpitää ja kunnostaa olemassa olevaa rakennuskantaa sekä rakentaa toiminnan kannalta palvelevia kokoontumis-, majoitus- ja huoltorakennuksia. Alueen kokonaisrakennusoikeus määräytyy tehokkuusluvun e=0.10 mukaan.: [680, 451, 987, 480]
- symbol-line-icon: [603, 1423, 669, 1434]
- line-legend-label: ALUEEN RAJA: [686, 1300, 749, 1310]
- zone-paragraph: Uudisrakentaminen on mahdollista rakennuksen tuhoutuessa tahattomasta äkillisestä vahinkotapahtumasta. Uudisrakentamisen tulee ensisijaisesti tapahtua etäisyysvaatimusten mukaisesti huolimatta vanhan rakennuspaikan sijainnista.: [100, 1626, 390, 1656]
